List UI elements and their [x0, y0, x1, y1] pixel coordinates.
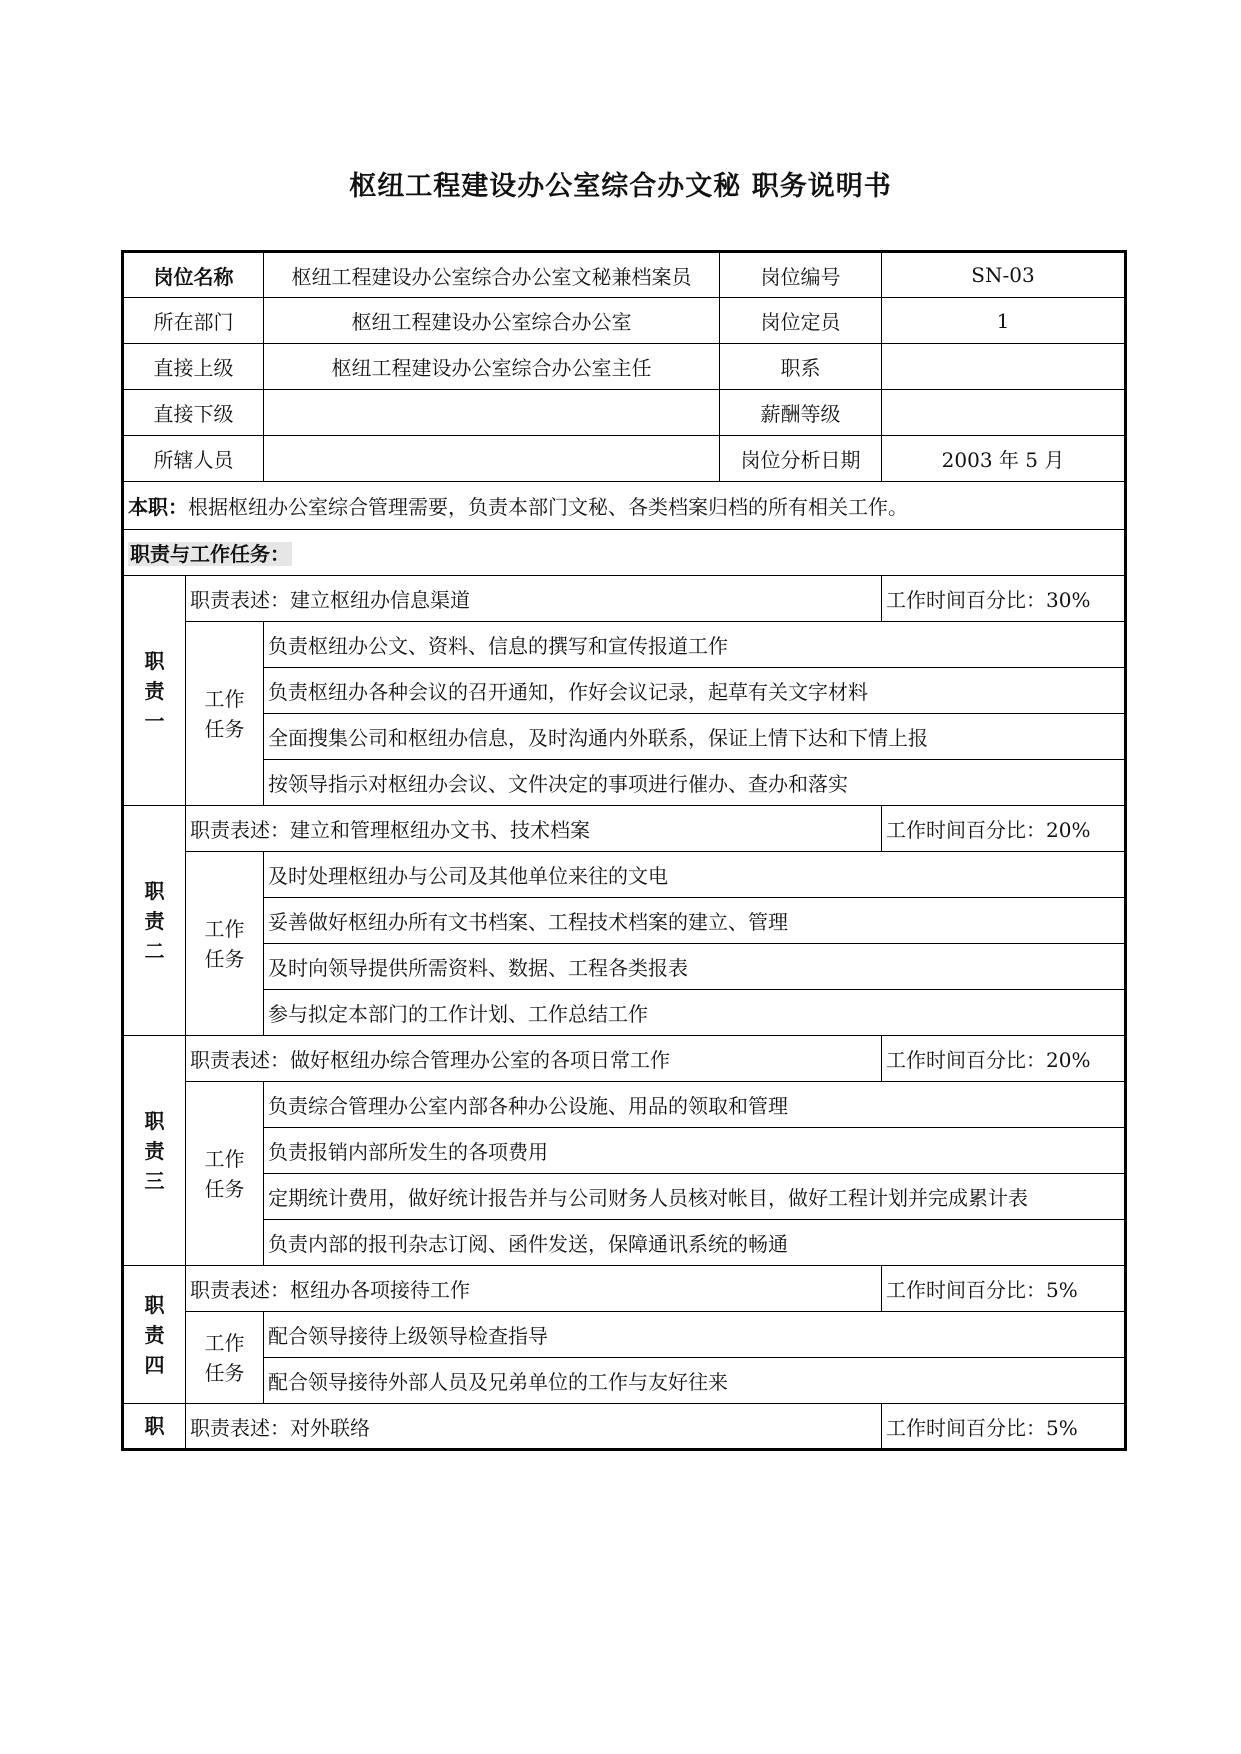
task-item: 负责枢纽办公文、资料、信息的撰写和宣传报道工作 — [264, 622, 1126, 668]
task-label-line: 任务 — [204, 946, 245, 971]
duty-percent: 工作时间百分比：30% — [882, 576, 1126, 622]
info-label-2: 岗位分析日期 — [720, 436, 882, 482]
task-row — [123, 622, 1126, 668]
info-row — [123, 390, 1126, 436]
task-label — [186, 622, 264, 806]
task-item: 妥善做好枢纽办所有文书档案、工程技术档案的建立、管理 — [264, 898, 1126, 944]
info-value: 枢纽工程建设办公室综合办公室文秘兼档案员 — [264, 252, 720, 298]
duty-label-char: 责 — [144, 678, 165, 703]
info-label-2: 岗位编号 — [720, 252, 882, 298]
task-row — [123, 944, 1126, 990]
info-label: 所在部门 — [123, 298, 264, 344]
task-row — [123, 1312, 1126, 1358]
task-row — [123, 990, 1126, 1036]
task-item: 按领导指示对枢纽办会议、文件决定的事项进行催办、查办和落实 — [264, 760, 1126, 806]
duty-label — [123, 806, 186, 1036]
core-duty-text: 根据枢纽办公室综合管理需要，负责本部门文秘、各类档案归档的所有相关工作。 — [188, 495, 908, 519]
task-item: 及时向领导提供所需资料、数据、工程各类报表 — [264, 944, 1126, 990]
duty-label-char: 职 — [144, 1292, 165, 1317]
info-label: 直接下级 — [123, 390, 264, 436]
info-value-2 — [882, 344, 1126, 390]
task-item: 负责枢纽办各种会议的召开通知，作好会议记录，起草有关文字材料 — [264, 668, 1126, 714]
info-label-2: 薪酬等级 — [720, 390, 882, 436]
task-item: 全面搜集公司和枢纽办信息，及时沟通内外联系，保证上情下达和下情上报 — [264, 714, 1126, 760]
duty-percent: 工作时间百分比：5% — [882, 1404, 1126, 1450]
duty-label-char: 职 — [144, 1108, 165, 1133]
core-duty-label: 本职： — [128, 495, 188, 519]
duty-label-char: 责 — [144, 1138, 165, 1163]
task-row — [123, 1358, 1126, 1404]
duty-statement-row — [123, 1404, 1126, 1450]
duty-label-char: 职 — [144, 648, 165, 673]
duty-statement: 职责表述：建立枢纽办信息渠道 — [186, 576, 882, 622]
task-label-line: 工作 — [204, 1330, 245, 1355]
task-label-line: 工作 — [204, 686, 245, 711]
info-value-2: 2003 年 5 月 — [882, 436, 1126, 482]
duty-percent: 工作时间百分比：20% — [882, 1036, 1126, 1082]
info-value-2: 1 — [882, 298, 1126, 344]
duty-label — [123, 1266, 186, 1404]
duty-statement: 职责表述：枢纽办各项接待工作 — [186, 1266, 882, 1312]
duty-label-char: 一 — [144, 708, 165, 733]
task-label-line: 任务 — [204, 716, 245, 741]
task-label — [186, 1312, 264, 1404]
duty-label — [123, 576, 186, 806]
task-row — [123, 852, 1126, 898]
info-label: 所辖人员 — [123, 436, 264, 482]
info-value — [264, 390, 720, 436]
task-label-line: 任务 — [204, 1176, 245, 1201]
task-item: 定期统计费用，做好统计报告并与公司财务人员核对帐目，做好工程计划并完成累计表 — [264, 1174, 1126, 1220]
page-title: 枢纽工程建设办公室综合办文秘 职务说明书 — [349, 171, 892, 202]
task-label-line: 工作 — [204, 1146, 245, 1171]
task-row — [123, 668, 1126, 714]
info-row — [123, 436, 1126, 482]
task-label-line: 任务 — [204, 1360, 245, 1385]
task-label — [186, 1082, 264, 1266]
info-row — [123, 298, 1126, 344]
task-item: 负责综合管理办公室内部各种办公设施、用品的领取和管理 — [264, 1082, 1126, 1128]
duty-label-char: 二 — [144, 938, 165, 963]
info-value-2 — [882, 390, 1126, 436]
task-row — [123, 714, 1126, 760]
task-row — [123, 898, 1126, 944]
task-label-line: 工作 — [204, 916, 245, 941]
duties-header: 职责与工作任务： — [130, 542, 290, 566]
task-item: 及时处理枢纽办与公司及其他单位来往的文电 — [264, 852, 1126, 898]
duty-percent: 工作时间百分比：5% — [882, 1266, 1126, 1312]
task-item: 负责内部的报刊杂志订阅、函件发送，保障通讯系统的畅通 — [264, 1220, 1126, 1266]
info-value: 枢纽工程建设办公室综合办公室主任 — [264, 344, 720, 390]
info-label-2: 岗位定员 — [720, 298, 882, 344]
duty-label-char: 职 — [144, 1414, 165, 1438]
duty-statement: 职责表述：做好枢纽办综合管理办公室的各项日常工作 — [186, 1036, 882, 1082]
core-duty-row — [123, 482, 1126, 530]
duty-statement-row — [123, 1036, 1126, 1082]
info-label-2: 职系 — [720, 344, 882, 390]
duty-percent: 工作时间百分比：20% — [882, 806, 1126, 852]
duty-label-char: 责 — [144, 908, 165, 933]
duty-label-char: 四 — [144, 1352, 165, 1377]
duty-statement: 职责表述：建立和管理枢纽办文书、技术档案 — [186, 806, 882, 852]
task-label — [186, 852, 264, 1036]
info-row — [123, 252, 1126, 298]
info-value — [264, 436, 720, 482]
task-item: 负责报销内部所发生的各项费用 — [264, 1128, 1126, 1174]
info-row — [123, 344, 1126, 390]
task-row — [123, 760, 1126, 806]
duty-statement-row — [123, 576, 1126, 622]
info-label: 岗位名称 — [123, 252, 264, 298]
task-item: 配合领导接待上级领导检查指导 — [264, 1312, 1126, 1358]
duty-statement: 职责表述：对外联络 — [186, 1404, 882, 1450]
duty-label-char: 三 — [144, 1168, 165, 1193]
info-value-2: SN-03 — [882, 252, 1126, 298]
duty-label-char: 职 — [144, 878, 165, 903]
info-label: 直接上级 — [123, 344, 264, 390]
task-row — [123, 1220, 1126, 1266]
job-description-table — [121, 250, 1127, 1451]
duty-label — [123, 1404, 186, 1450]
duty-label — [123, 1036, 186, 1266]
task-item: 参与拟定本部门的工作计划、工作总结工作 — [264, 990, 1126, 1036]
duties-header-row — [123, 530, 1126, 576]
task-item: 配合领导接待外部人员及兄弟单位的工作与友好往来 — [264, 1358, 1126, 1404]
info-value: 枢纽工程建设办公室综合办公室 — [264, 298, 720, 344]
duty-statement-row — [123, 1266, 1126, 1312]
task-row — [123, 1128, 1126, 1174]
task-row — [123, 1174, 1126, 1220]
task-row — [123, 1082, 1126, 1128]
duty-statement-row — [123, 806, 1126, 852]
duty-label-char: 责 — [144, 1322, 165, 1347]
